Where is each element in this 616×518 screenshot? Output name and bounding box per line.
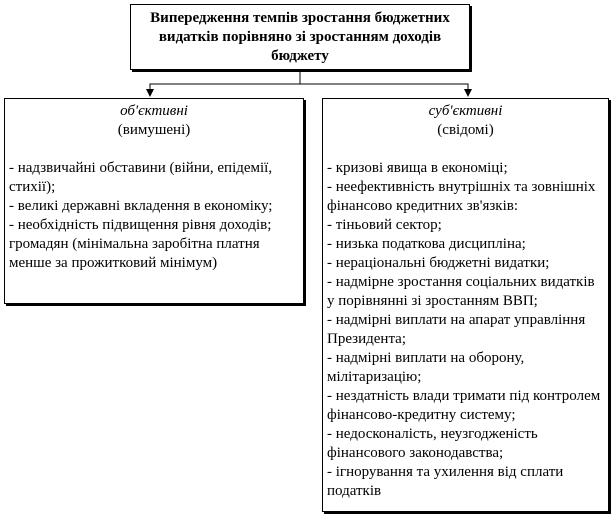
connector-right xyxy=(300,84,468,96)
objective-subtitle: (вимушені) xyxy=(117,122,191,138)
list-item: - надзвичайні обставини (війни, епідемії, стихії); xyxy=(9,160,273,195)
list-item: - кризові явища в економіці; xyxy=(327,160,508,176)
connector-left xyxy=(150,72,300,96)
list-item: - необхідність підвищення рівня доходів; громадян (мінімальна заробітна платня менше за прожитковий мінімум) xyxy=(9,217,272,271)
list-item: - надмірні виплати на оборону, мілітаризацію; xyxy=(327,350,525,385)
subjective-header xyxy=(323,99,608,140)
objective-list xyxy=(5,159,303,273)
list-item: - нераціональні бюджетні видатки; xyxy=(327,255,550,271)
subjective-causes-box xyxy=(322,98,609,512)
list-item: - великі державні вкладення в економіку; xyxy=(9,198,273,214)
list-item: - надмірне зростання соціальних видатків у порівнянні зі зростанням ВВП; xyxy=(327,274,595,309)
subjective-list xyxy=(323,159,608,501)
list-item: - тіньовий сектор; xyxy=(327,217,442,233)
list-item: - нездатність влади тримати під контролем фінансово-кредитну систему; xyxy=(327,388,601,423)
list-item: - недосконалість, неузгодженість фінансового законодавства; xyxy=(327,426,538,461)
list-item: - ігнорування та ухилення від сплати податків xyxy=(327,464,564,499)
objective-category: об'єктивні xyxy=(120,103,188,119)
diagram-title: Випередження темпів зростання бюджетних видатків порівняно зі зростанням доходів бюджету xyxy=(150,9,450,64)
title-box xyxy=(130,4,470,70)
objective-header xyxy=(5,99,303,140)
subjective-subtitle: (свідомі) xyxy=(437,122,494,138)
objective-causes-box xyxy=(4,98,304,304)
list-item: - неефективність внутрішніх та зовнішніх фінансово кредитних зв'язків: xyxy=(327,179,596,214)
list-item: - надмірні виплати на апарат управління Президента; xyxy=(327,312,586,347)
subjective-category: суб'єктивні xyxy=(428,103,503,119)
list-item: - низька податкова дисципліна; xyxy=(327,236,526,252)
